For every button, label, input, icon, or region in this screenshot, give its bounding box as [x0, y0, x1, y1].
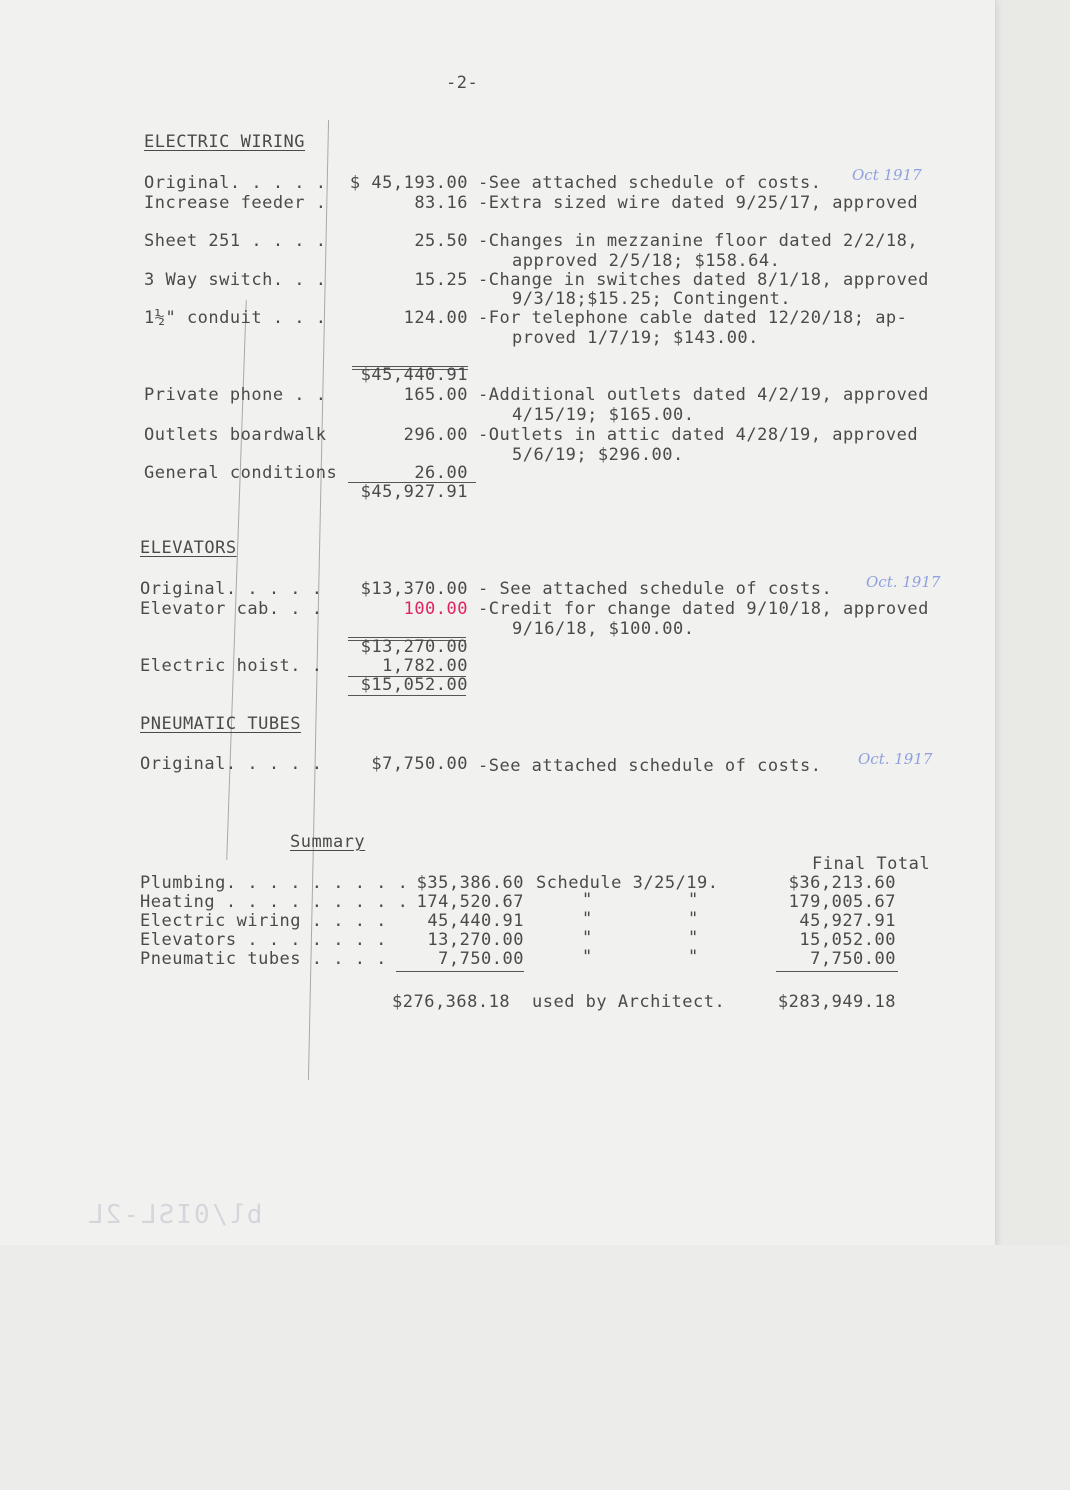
ditto-mark: ": [688, 890, 699, 910]
summary-final-grand-total: $283,949.18: [777, 992, 896, 1012]
handwritten-note: Oct. 1917: [858, 750, 933, 768]
summary-final: 45,927.91: [799, 911, 896, 931]
row-note: -Outlets in attic dated 4/28/19, approved: [478, 425, 919, 445]
summary-label: Elevators . . . . . . .: [140, 930, 387, 950]
ditto-mark: ": [582, 909, 593, 929]
elevators-heading: ELEVATORS: [140, 538, 237, 558]
pneumatic-note: -See attached schedule of costs.: [478, 756, 822, 776]
row-amount: 296.00: [403, 425, 468, 445]
ditto-mark: ": [582, 947, 593, 967]
summary-amount: 45,440.91: [427, 911, 524, 931]
row-note: -See attached schedule of costs.: [478, 173, 822, 193]
summary-amount: $35,386.60: [416, 873, 524, 893]
handwritten-note: Oct 1917: [852, 166, 922, 184]
summary-heading: Summary: [290, 832, 366, 852]
row-note: -For telephone cable dated 12/20/18; ap-: [478, 308, 908, 328]
row-label: Private phone . .: [144, 385, 327, 405]
row-label: 3 Way switch. . .: [144, 270, 327, 290]
summary-grand-total: $276,368.18: [392, 992, 511, 1012]
summary-amount: 7,750.00: [438, 949, 524, 969]
summary-total-rule: [396, 971, 524, 972]
ditto-mark: ": [688, 909, 699, 929]
row-amount: $ 45,193.00: [349, 173, 468, 193]
elevators-subtotal: $13,270.00: [360, 637, 468, 657]
ditto-mark: ": [688, 928, 699, 948]
total-rule: [348, 695, 466, 696]
row-note-cont: 5/6/19; $296.00.: [512, 445, 684, 465]
row-note: -Additional outlets dated 4/2/19, approved: [478, 385, 929, 405]
ditto-mark: ": [688, 947, 699, 967]
row-note-cont: proved 1/7/19; $143.00.: [512, 328, 759, 348]
final-total-rule: [776, 971, 898, 972]
summary-label: Heating . . . . . . . . .: [140, 892, 409, 912]
summary-final: 7,750.00: [810, 949, 896, 969]
summary-final: $36,213.60: [788, 873, 896, 893]
summary-amount: 174,520.67: [416, 892, 524, 912]
electric-hoist-amount: 1,782.00: [382, 656, 468, 676]
elevators-original-amount: $13,370.00: [360, 579, 468, 599]
ditto-mark: ": [582, 890, 593, 910]
backing-sheet: [0, 1245, 1070, 1490]
row-label: Sheet 251 . . . .: [144, 231, 327, 251]
electric-total: $45,927.91: [360, 482, 468, 502]
pneumatic-heading: PNEUMATIC TUBES: [140, 714, 302, 734]
row-note: -Extra sized wire dated 9/25/17, approved: [478, 193, 919, 213]
row-amount: 165.00: [403, 385, 468, 405]
elevator-cab-note: -Credit for change dated 9/10/18, approved: [478, 599, 929, 619]
summary-amount: 13,270.00: [427, 930, 524, 950]
row-label: Increase feeder .: [144, 193, 327, 213]
row-note: -Change in switches dated 8/1/18, approved: [478, 270, 929, 290]
row-note-cont: approved 2/5/18; $158.64.: [512, 251, 781, 271]
pneumatic-amount: $7,750.00: [371, 754, 468, 774]
handwritten-note: Oct. 1917: [866, 573, 941, 591]
page-number: -2-: [446, 73, 479, 93]
row-amount: 83.16: [414, 193, 468, 213]
ditto-mark: ": [582, 928, 593, 948]
electric-hoist-label: Electric hoist. .: [140, 656, 323, 676]
summary-label: Pneumatic tubes . . . .: [140, 949, 387, 969]
row-note: -Changes in mezzanine floor dated 2/2/18,: [478, 231, 919, 251]
elevators-total: $15,052.00: [360, 675, 468, 695]
row-amount: 26.00: [414, 463, 468, 483]
row-amount: 15.25: [414, 270, 468, 290]
row-amount: 25.50: [414, 231, 468, 251]
pneumatic-label: Original. . . . .: [140, 754, 323, 774]
electric-heading: ELECTRIC WIRING: [144, 132, 306, 152]
summary-final: 179,005.67: [788, 892, 896, 912]
electric-subtotal: $45,440.91: [360, 365, 468, 385]
summary-final: 15,052.00: [799, 930, 896, 950]
row-amount: 124.00: [403, 308, 468, 328]
row-note-cont: 4/15/19; $165.00.: [512, 405, 695, 425]
elevator-cab-label: Elevator cab. . .: [140, 599, 323, 619]
row-label: 1½" conduit . . .: [144, 308, 327, 328]
row-label: Outlets boardwalk: [144, 425, 327, 445]
summary-grand-note: used by Architect.: [532, 992, 726, 1012]
row-label: General conditions: [144, 463, 338, 483]
summary-label: Electric wiring . . . .: [140, 911, 387, 931]
row-note-cont: 9/3/18;$15.25; Contingent.: [512, 289, 792, 309]
row-label: Original. . . . .: [144, 173, 327, 193]
elevators-original-note: - See attached schedule of costs.: [478, 579, 833, 599]
final-total-header: Final Total: [812, 854, 931, 874]
summary-schedule: Schedule 3/25/19.: [536, 873, 719, 893]
bleed-through-text: bl/0ISL-2L: [86, 1200, 263, 1230]
elevator-cab-note-cont: 9/16/18, $100.00.: [512, 619, 695, 639]
elevator-cab-amount: 100.00: [403, 599, 468, 619]
summary-label: Plumbing. . . . . . . . .: [140, 873, 409, 893]
elevators-original-label: Original. . . . .: [140, 579, 323, 599]
